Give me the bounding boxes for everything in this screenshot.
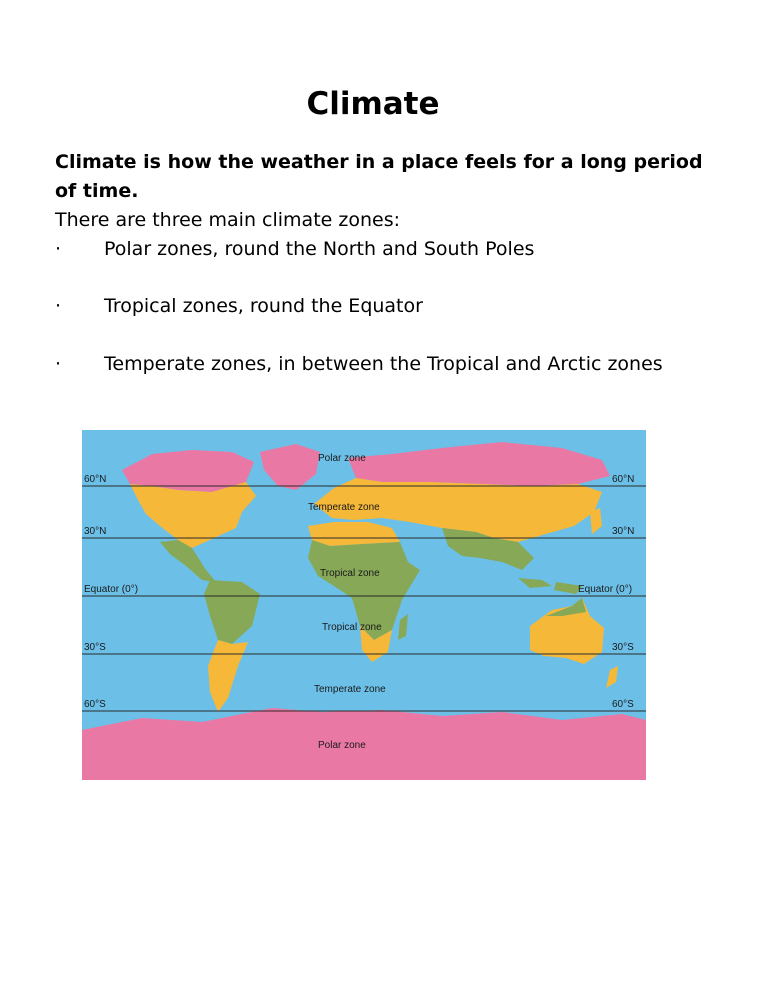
climate-definition: Climate is how the weather in a place feels for a long period of time.: [55, 151, 703, 202]
bullet-text: Tropical zones, round the Equator: [104, 295, 423, 317]
lat-label: 60°S: [84, 699, 106, 710]
lat-label: 30°N: [612, 526, 635, 537]
lat-label: 60°S: [612, 699, 634, 710]
climate-zones-map: [82, 430, 646, 780]
zones-intro: There are three main climate zones:: [55, 209, 401, 231]
bullet-marker: ·: [55, 353, 62, 375]
lat-label: 60°N: [612, 474, 635, 485]
zone-label-temperate-north: Temperate zone: [308, 502, 380, 513]
lat-label: 60°N: [84, 474, 107, 485]
zone-label-tropical-north: Tropical zone: [320, 568, 380, 579]
bullet-text: Polar zones, round the North and South Poles: [104, 238, 535, 260]
zone-label-polar-south: Polar zone: [318, 740, 366, 751]
bullet-marker: ·: [55, 238, 62, 260]
bullet-text: Temperate zones, in between the Tropical and Arctic zones: [104, 353, 663, 375]
zone-label-temperate-south: Temperate zone: [314, 684, 386, 695]
lat-label: Equator (0°): [578, 584, 633, 595]
world-map-svg: [82, 430, 646, 780]
zone-label-tropical-south: Tropical zone: [322, 622, 382, 633]
lat-label: 30°S: [612, 642, 634, 653]
zone-label-polar-north: Polar zone: [318, 453, 366, 464]
lat-label: Equator (0°): [84, 584, 139, 595]
page-title: Climate: [306, 86, 440, 122]
lat-label: 30°S: [84, 642, 106, 653]
bullet-marker: ·: [55, 295, 62, 317]
lat-label: 30°N: [84, 526, 107, 537]
